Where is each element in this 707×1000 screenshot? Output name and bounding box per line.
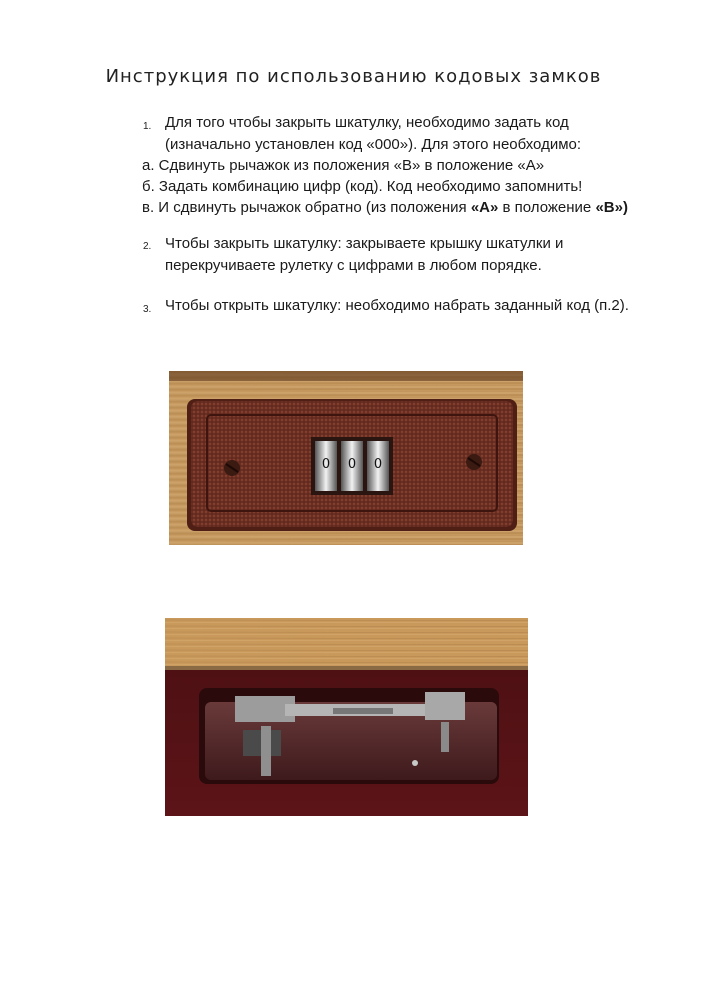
lock-front-illustration [169, 371, 523, 545]
substep-b: б. Задать комбинацию цифр (код). Код необходимо запомнить! [142, 178, 583, 195]
page-title: Инструкция по использованию кодовых замков [105, 66, 602, 87]
dial-2-digit: 0 [347, 457, 357, 472]
dial-1 [315, 441, 337, 491]
substep-a: а. Сдвинуть рычажок из положения «В» в положение «А» [142, 157, 545, 174]
dial-2 [341, 441, 363, 491]
lock-inside-photo [165, 618, 528, 816]
substep-c-text-1: в. И сдвинуть рычажок обратно (из положения [142, 199, 471, 216]
list-number-2: 2. [143, 241, 152, 252]
item-1-line-1: Для того чтобы закрыть шкатулку, необходимо задать код [165, 114, 569, 131]
lock-front-photo [169, 371, 523, 545]
list-number-3: 3. [143, 304, 152, 315]
dial-3-digit: 0 [373, 457, 383, 472]
item-3-line-1: Чтобы открыть шкатулку: необходимо набрать заданный код (п.2). [165, 297, 629, 314]
lock-mechanism-illustration [165, 618, 528, 816]
item-1-line-2: (изначально установлен код «000»). Для этого необходимо: [165, 136, 582, 153]
dial-3 [367, 441, 389, 491]
substep-c [142, 199, 628, 216]
item-2-line-1: Чтобы закрыть шкатулку: закрываете крышку шкатулки и [165, 235, 564, 252]
substep-c-text-2: в положение [498, 199, 596, 216]
list-number-1: 1. [143, 121, 152, 132]
dial-1-digit: 0 [321, 457, 331, 472]
item-2-line-2: перекручиваете рулетку с цифрами в любом порядке. [165, 257, 542, 274]
substep-c-bold-b: «В») [595, 199, 628, 216]
substep-c-bold-a: «А» [470, 199, 499, 216]
